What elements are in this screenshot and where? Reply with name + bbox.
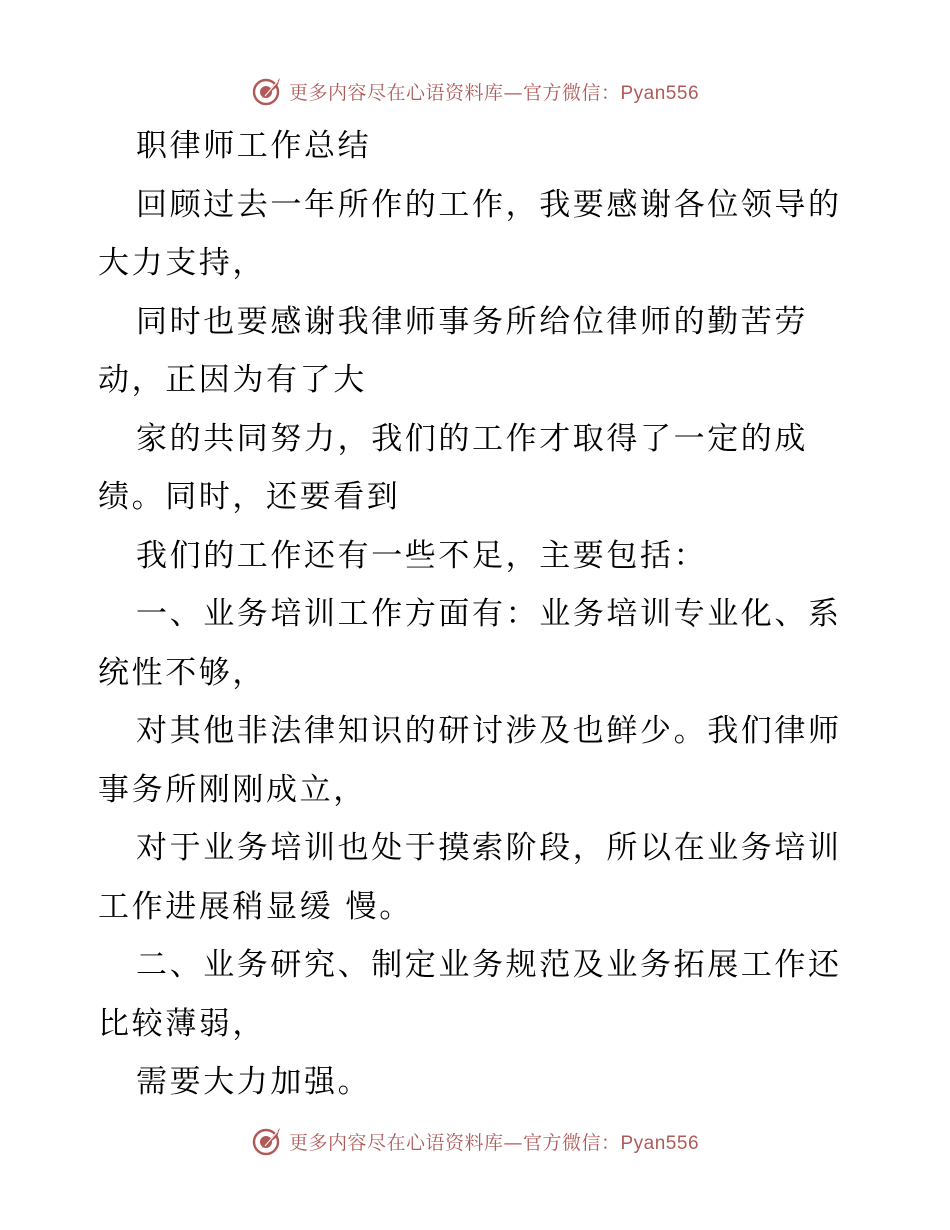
text-line: 对其他非法律知识的研讨涉及也鲜少。我们律师 bbox=[136, 713, 842, 749]
banner-message: 更多内容尽在心语资料库—官方微信： bbox=[288, 1131, 621, 1154]
text-line: 动，正因为有了大 bbox=[98, 362, 367, 398]
text-line: 职律师工作总结 bbox=[136, 128, 372, 164]
text-line: 同时也要感谢我律师事务所给位律师的勤苦劳 bbox=[136, 303, 808, 340]
banner-text bbox=[289, 1128, 699, 1155]
banner-message: 更多内容尽在心语资料库—官方微信： bbox=[288, 81, 621, 104]
text-line: 我们的工作还有一些不足，主要包括： bbox=[136, 537, 708, 574]
text-line: 二、业务研究、制定业务规范及业务拓展工作还 bbox=[136, 947, 842, 983]
document-body bbox=[98, 117, 858, 1112]
header-banner bbox=[0, 71, 950, 111]
quill-circle-icon bbox=[251, 75, 283, 107]
text-line: 对于业务培训也处于摸索阶段，所以在业务培训 bbox=[136, 830, 842, 866]
wechat-id: Pyan556 bbox=[620, 82, 700, 104]
footer-banner bbox=[0, 1121, 950, 1161]
text-line: 事务所刚刚成立， bbox=[98, 771, 367, 808]
text-line: 回顾过去一年所作的工作，我要感谢各位领导的 bbox=[136, 186, 842, 223]
text-line: 绩。同时，还要看到 bbox=[98, 479, 401, 515]
text-line: 工作进展稍显缓 慢。 bbox=[98, 888, 413, 925]
text-line: 大力支持， bbox=[98, 245, 266, 281]
text-line: 需要大力加强。 bbox=[136, 1064, 372, 1100]
text-line: 比较薄弱， bbox=[98, 1005, 266, 1042]
banner-text bbox=[289, 78, 699, 105]
text-line: 家的共同努力，我们的工作才取得了一定的成 bbox=[136, 420, 808, 457]
quill-circle-icon bbox=[251, 1125, 283, 1157]
wechat-id: Pyan556 bbox=[620, 1132, 700, 1154]
text-line: 一、业务培训工作方面有：业务培训专业化、系 bbox=[136, 596, 842, 632]
text-line: 统性不够， bbox=[98, 654, 266, 691]
